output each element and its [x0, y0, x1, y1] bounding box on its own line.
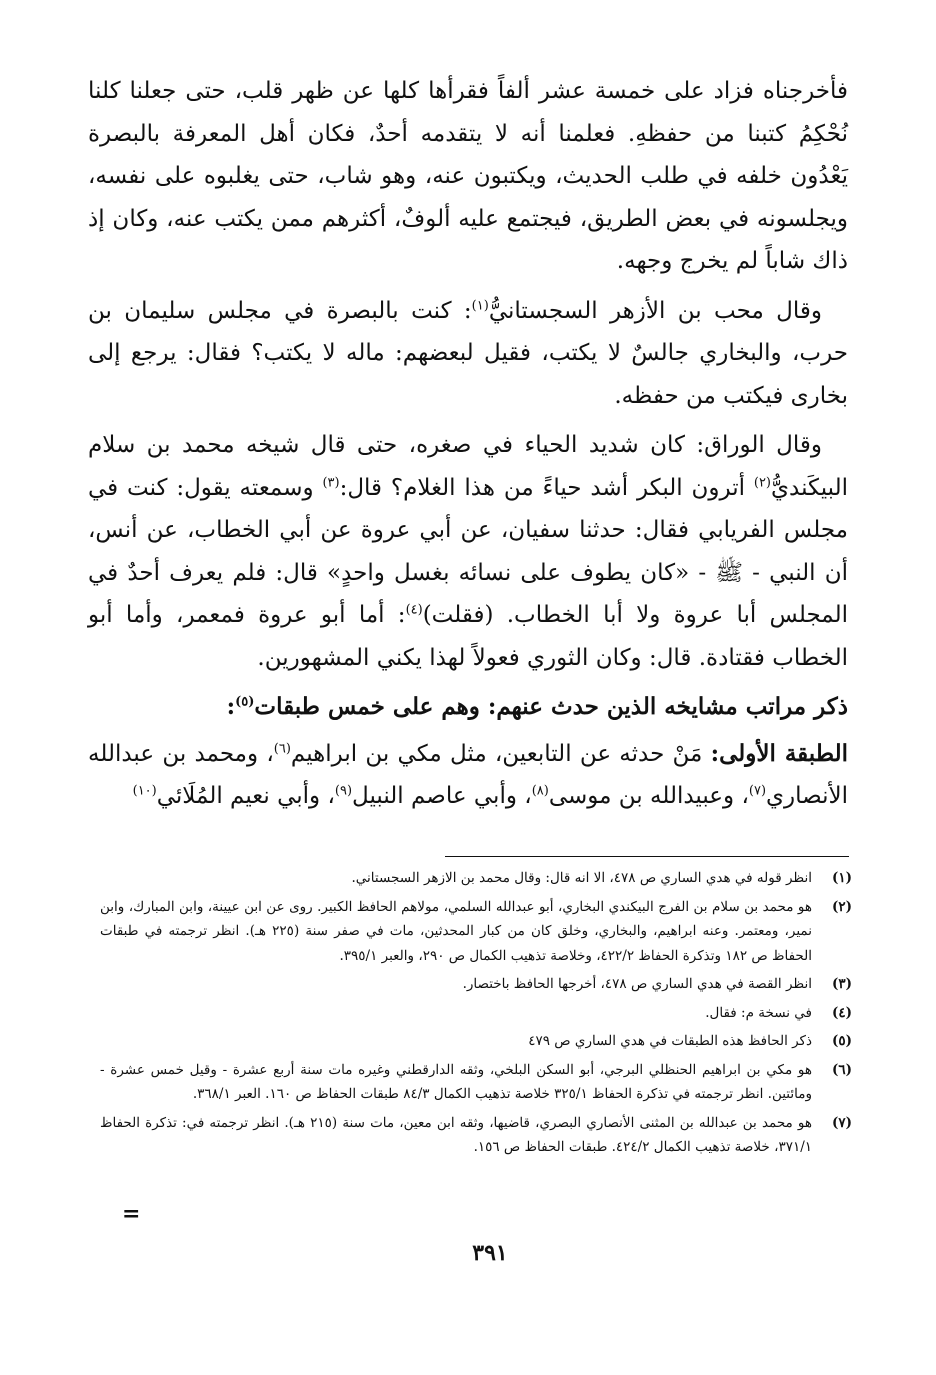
text-run: ، وعبيدالله بن موسى	[548, 783, 749, 809]
text-run: مَنْ حدثه عن التابعين، مثل مكي بن ابراهيم	[290, 740, 711, 767]
footnote-text: انظر القصة في هدي الساري ص ٤٧٨، أخرجها الحافظ باختصار.	[462, 976, 812, 992]
section-heading-text: ذكر مراتب مشايخه الذين حدث عنهم: وهم على خمس طبقات	[254, 693, 848, 720]
footnote-item	[100, 1058, 852, 1107]
footnote-text: هو مكي بن ابراهيم الحنظلي البرجي، أبو السكن البلخي، وثقه الدارقطني وغيره مات سنة أربع عشرة - وقيل خمس عشرة - ومائتين. انظر ترجمته في تذكرة الحفاظ ٣٢٥/١ خلاصة تذهيب الكمال ٨٤/٣ طبقات الحفاظ ص ١٦٠. العبر ٣٦٨/١.	[100, 1061, 812, 1102]
footnote-ref: (٤)	[405, 602, 423, 618]
footnote-ref: (١)	[471, 297, 489, 313]
paragraph	[88, 290, 848, 418]
footnote-text: في نسخة م: فقال.	[705, 1004, 812, 1021]
tabaqa-label: الطبقة الأولى:	[710, 739, 848, 767]
footnote-ref: (٦)	[273, 740, 291, 756]
text-run: وسمعته يقول: كنت في مجلس الفريابي فقال: حدثنا سفيان، عن أبي عروة عن أبي الخطاب، عن أنس، أن النبي - ﷺ - «كان يطوف على نسائه بغسل واحدٍ» قال: فلم يعرف أحدٌ في المجلس أبا عروة ولا أبا الخطاب. (فقلت)	[88, 474, 848, 628]
footnote-number: (٥)	[831, 1033, 852, 1049]
continuation-mark: =	[122, 1201, 141, 1227]
footnote-number: (٧)	[831, 1114, 852, 1131]
footnote-item	[100, 1111, 852, 1160]
footnote-separator	[445, 856, 849, 857]
main-text	[88, 70, 848, 825]
paragraph	[88, 424, 848, 679]
footnote-item	[100, 1001, 852, 1026]
text-run: أترون البكر أشد حياءً من هذا الغلام؟ قال:	[339, 474, 754, 501]
footnote-text: انظر قوله في هدي الساري ص ٤٧٨، الا انه قال: وقال محمد بن الازهر السجستاني.	[351, 870, 812, 886]
text-run: ، ومحمد بن عبدالله الأنصاري	[88, 740, 848, 809]
text-run: وقال الوراق: كان شديد الحياء في صغره، حتى قال شيخه محمد بن سلام البيكَنديُّ	[88, 432, 848, 501]
footnote-item	[100, 1029, 852, 1054]
section-heading	[88, 686, 848, 729]
footnote-ref: (١٠)	[132, 783, 157, 799]
footnote-number: (٤)	[831, 1004, 852, 1021]
footnote-text: هو محمد بن عبدالله بن المثنى الأنصاري البصري، قاضيها، وثقه ابن معين، مات سنة (٢١٥ هـ). انظر ترجمته في: تذكرة الحفاظ ٣٧١/١، خلاصة تذهيب الكمال ٤٢٤/٢. طبقات الحفاظ ص ١٥٦.	[100, 1114, 812, 1155]
footnote-text: هو محمد بن سلام بن الفرج البيكندي البخاري، أبو عبدالله السلمي، مولاهم الحافظ الكبير. روى عن ابن عيينة، وابن المبارك، وابن نمير، ومعتمر. وعنه ابراهيم، والبخاري، وخلق كان من كبار المحدثين، مات في صفر سنة (٢٢٥ هـ). انظر ترجمته في طبقات الحفاظ ص ١٨٢ وتذكرة الحفاظ ٤٢٢/٢، وخلاصة تذهيب الكمال ص ٢٩٠، والعبر ٣٩٥/١.	[100, 898, 812, 964]
footnote-number: (١)	[831, 870, 852, 886]
footnote-ref: (٩)	[334, 783, 353, 799]
tabaqa-paragraph	[88, 733, 848, 818]
text-run: وقال محب بن الأزهر السجستانيُّ	[488, 297, 822, 324]
section-heading-end: :	[226, 693, 236, 720]
text-run: ، وأبي عاصم النبيل	[352, 783, 532, 809]
footnote-ref: (٧)	[748, 783, 767, 799]
paragraph	[88, 70, 848, 283]
text-run: : كنت بالبصرة في مجلس سليمان بن حرب، والبخاري جالسٌ لا يكتب، فقيل لبعضهم: ماله لا يكتب؟ فقال: يرجع إلى بخارى فيكتب من حفظه.	[88, 297, 848, 409]
footnotes	[100, 866, 852, 1164]
footnote-item	[100, 866, 852, 891]
text-run: : أما أبو عروة فمعمر، وأما أبو الخطاب فقتادة. قال: وكان الثوري فعولاً لهذا يكني المشهورين.	[88, 602, 848, 671]
footnote-item	[100, 895, 852, 969]
footnote-text: ذكر الحافظ هذه الطبقات في هدي الساري ص ٤٧٩	[528, 1033, 812, 1049]
footnote-ref: (٥)	[235, 694, 255, 710]
text-run: فأخرجناه فزاد على خمسة عشر ألفاً فقرأها كلها عن ظهر قلب، حتى جعلنا كلنا نُحْكِمُ كتبنا من حفظهِ. فعلمنا أنه لا يتقدمه أحدٌ، فكان أهل المعرفة بالبصرة يَعْدُون خلفه في طلب الحديث، ويكتبون عنه، وهو شاب، حتى يغلبوه على نفسه، ويجلسونه في بعض الطريق، فيجتمع عليه ألوفٌ، أكثرهم ممن يكتب عنه، وكان إذ ذاك شاباً لم يخرج وجهه.	[88, 78, 849, 274]
footnote-item	[100, 972, 852, 997]
footnote-number: (٦)	[831, 1061, 852, 1078]
footnote-ref: (٣)	[322, 474, 340, 490]
footnote-number: (٢)	[831, 898, 852, 915]
page-number: ٣٩١	[472, 1240, 508, 1266]
footnote-ref: (٨)	[531, 783, 549, 799]
footnote-ref: (٢)	[753, 474, 771, 490]
footnote-number: (٣)	[831, 976, 852, 992]
text-run: ، وأبي نعيم المُلَائي	[156, 783, 335, 809]
